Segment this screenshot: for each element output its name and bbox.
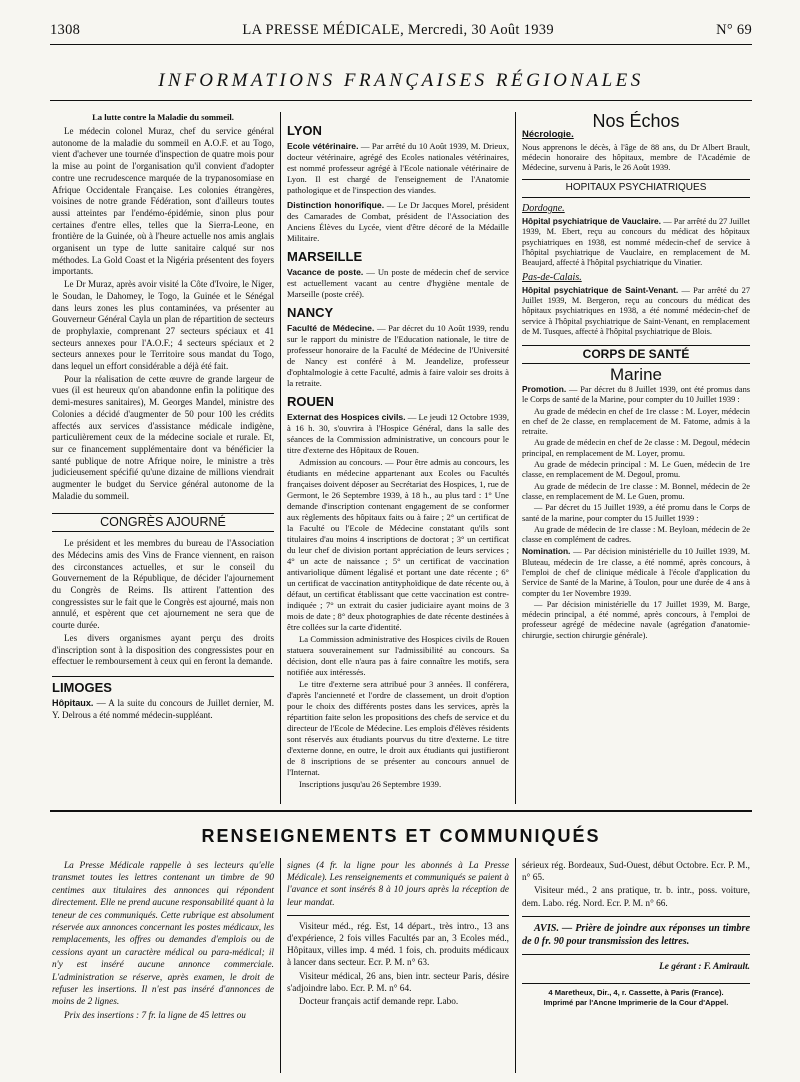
column-divider [515, 858, 516, 1073]
item-text: — Le Dr Jacques Morel, président des Camarades de Combat, président de l'Association des Anciens Élèves du Lycée, vient d'être décoré de la Médaille Militaire. [287, 200, 509, 243]
column-divider [515, 112, 516, 804]
nomination-paragraph: — Par décision ministérielle du 17 Juillet 1939, M. Barge, médecin principal, a été nommé, après concours, à l'emploi de professeur agrégé de médecine navale (agrégation d'anatomie-chirurgie, section chirurgie générale). [522, 599, 750, 640]
item-lead: Ecole vétérinaire. [287, 141, 359, 151]
avis-notice: AVIS. — Prière de joindre aux réponses un timbre de 0 fr. 90 pour transmission des lettres. [522, 922, 750, 947]
rouen-paragraph: Admission au concours. — Pour être admis au concours, les étudiants en médecine appartenant aux Ecoles ou Facultés françaises doivent déposer au Secrétariat des Hospices, 1, rue de Germont, le 26 Septembre 1939, à 18 h., au plus tard : 1° Une demande d'inscription contenant engagement de se conformer aux règlements des hôpitaux faits ou à faire ; 2° un certificat de la Faculté ou l'Ecole de Médecine constatant qu'ils sont titulaires d'au moins 4 inscriptions de doctorat ; 3° un certificat du leur chef de division portant appréciation de leurs services ; 4° un acte de naissance ; 5° un certificat de vaccination antivariolique dûment légalisé et portant une date récente ; 6° un certificat de vaccination antityphoïdique de date récente ou, à défaut, un certificat établissant que cette vaccination est contre-indiquée ; 7° un extrait du casier judiciaire ayant moins de 3 mois de date ; 8° deux photographies de date récente destinées à être collées sur la carte d'identité. [287, 457, 509, 632]
gerant-signature: Le gérant : F. Amirault. [659, 961, 750, 972]
item-lead: Distinction honorifique. [287, 200, 385, 210]
section-title-rule [50, 100, 752, 101]
journal-title: LA PRESSE MÉDICALE, Mercredi, 30 Août 1939 [242, 22, 554, 38]
city-heading-lyon: LYON [287, 123, 322, 138]
article-paragraph: Le médecin colonel Muraz, chef du service général autonome de la maladie du sommeil en A.O.F. et au Togo, vient d'achever une tournée d'inspection de quatre mois pour la mise au point de l'organisation qu'il convient d'adopter contre une recrudescence marquée de la trypanosomiase en Afrique Occidentale Française. Les colonies étrangères, voisines de notre grande Fédération, sont d'ailleurs toutes aussi atteintes par l'endémo-épidémie, sinon plus pour certaines d'entre elles, telles que la Sierra-Leone, en frontière de la Guinée, où à l'heure actuelle nos amis anglais organisent un type de lutte sanitaire calqué sur nos méthodes. La Gold Coast et la Nigéria présentent des foyers importants. [52, 126, 274, 277]
classified-ad: Visiteur méd., rég. Est, 14 départ., très intro., 13 ans d'expérience, 2 fois villes Facultés par an, 3 Ecoles méd., Hôpitaux, villes imp. 4 méd. 1 fois, ch. produits médicaux à lancer dans secteur. Ecr. P. M. n° 63. [287, 921, 509, 969]
rens-column-2 [287, 860, 509, 1009]
marine-heading: Marine [610, 364, 662, 384]
promotion-item: Au grade de médecin de 1re classe : M. Bonnel, médecin de 2e classe, en remplacement de M. Le Guen, promu. [522, 481, 750, 501]
article-headline: La lutte contre la Maladie du sommeil. [92, 112, 234, 122]
article-paragraph: Le Dr Muraz, après avoir visité la Côte d'Ivoire, le Niger, le Soudan, le Dahomey, le Togo, la Guinée et le Sénégal dans leurs zones les plus contaminées, va présenter au Gouverneur Général Cayla un plan de répartition de secteurs de prophylaxie, comprenant 27 secteurs spéciaux et 41 secteurs annexes pour l'A.O.F.; 4 secteurs spéciaux et 2 secteurs annexes pour le Territoire sous mandat du Togo, dans lequel un effort considérable a déjà été fait. [52, 279, 274, 372]
congres-paragraph: Les divers organismes ayant perçu des droits d'inscription sont à la disposition des congressistes pour en effectuer le remboursement à ceux qui en feront la demande. [52, 632, 274, 667]
item-text: — Par arrêté du 27 Juillet 1939, M. Ebert, reçu au concours du médicat des hôpitaux psychiatriques en 1938, est nommé médecin-chef de service à l'hôpital psychiatrique de Vauclaire, en remplacement de M. Beaujard, affecté à l'hôpital psychiatrique du Vinatier. [522, 217, 750, 268]
promotion-item: Au grade de médecin principal : M. Le Guen, médecin de 1re classe, en remplacement de M. Degoul, promu. [522, 460, 750, 480]
rens-prix: Prix des insertions : 7 fr. la ligne de 45 lettres ou [64, 1010, 246, 1021]
item-lead: Promotion. [522, 383, 567, 394]
item-text: — A la suite du concours de Juillet dernier, M. Y. Delrous a été nommé médecin-suppléant. [52, 697, 274, 720]
imprint-line: Imprimé par l'Ancne Imprimerie de la Cour d'Appel. [543, 998, 729, 1008]
congres-paragraph: Le président et les membres du bureau de l'Association des Médecins amis des Vins de France viennent, en raison des circonstances actuelles, et sur le conseil du Gouvernement de la République, de décider l'ajournement du Congrès de Reims. Ils attirent l'attention des congressistes sur le fait que le Congrès est ajourné, mais non annulé, et espèrent que cet ajournement ne sera que de courte durée. [52, 538, 274, 631]
section-separator [50, 810, 752, 812]
region-pas-de-calais: Pas-de-Calais. [522, 271, 582, 283]
column-2 [287, 112, 509, 791]
classified-ad: sérieux rég. Bordeaux, Sud-Ouest, début Octobre. Ecr. P. M., n° 65. [522, 861, 750, 884]
item-lead: Hôpital psychiatrique de Vauclaire. [522, 216, 661, 227]
rens-tarifs: signes (4 fr. la ligne pour les abonnés à La Presse Médicale). Les renseignements et communiqués se paient à l'avance et sont insérés 8 à 10 jours après la réception de leur mandat. [287, 861, 509, 908]
issue-number: N° 69 [716, 22, 752, 38]
rens-column-1 [52, 860, 274, 1023]
item-text: — Un poste de médecin chef de service est actuellement vacant au centre d'hygiène mentale de Marseille (poste créé). [287, 267, 509, 299]
item-text: — Par décret du 8 Juillet 1939, ont été promus dans le Corps de santé de la Marine, pour compter du 10 Juillet 1939 : [522, 384, 751, 405]
promotion-item: Au grade de médecin en chef de 1re classe : M. Loyer, médecin en chef de 2e classe, en remplacement de M. Fatome, admis à la retraite. [522, 406, 750, 437]
item-text: — Par décision ministérielle du 10 Juillet 1939, M. Bluteau, médecin de 1re classe, a été nommé, après concours, à l'emploi de chef de clinique médicale à l'école d'application du Service de Santé de la Marine, à Toulon, pour une durée de 4 ans à compter du 1er Novembre 1939. [522, 547, 751, 598]
corps-de-sante-heading: CORPS DE SANTÉ [522, 345, 750, 363]
page-header [50, 22, 752, 40]
item-lead: Nomination. [522, 546, 571, 557]
classified-ad: Docteur français actif demande repr. Labo. [299, 997, 459, 1008]
rens-intro: La Presse Médicale rappelle à ses lecteurs qu'elle transmet toutes les lettres contenant un timbre de 90 centimes aux titulaires des annonces qui répondent directement. Elle ne prend aucune responsabilité quant à la teneur de ces communiqués. Cette rubrique est absolument réservée aux annonces concernant les postes médicaux, les remplacements, les offres ou demandes d'emplois ou de cessions ayant un caractère médical ou para-médical; il n'y est inséré aucune annonce commerciale. L'administration se réserve, après examen, le droit de refuser les insertions. Il n'est pas inséré d'annonces de moins de 2 lignes. [52, 861, 274, 1008]
header-rule [50, 44, 752, 45]
promotion-item: Au grade de médecin de 1re classe : M. Beyloan, médecin de 2e classe en complément de cadres. [522, 524, 750, 545]
item-text: — Par arrêté du 10 Août 1939, M. Drieux, docteur vétérinaire, agrégé des Ecoles nationales vétérinaires, est nommé professeur agrégé à l'Ecole nationale vétérinaire de Lyon. Il est chargé de l'enseignement de l'Anatomie pathologique et de l'inspection des viandes. [287, 141, 509, 195]
column-3 [522, 112, 750, 642]
item-lead: Hôpitaux. [52, 697, 94, 708]
necrologie-text: Nous apprenons le décès, à l'âge de 88 ans, du Dr Albert Brault, médecin honoraire des hôpitaux, membre de l'Académie de Médecine, survenu à Paris, le 26 Août 1939. [522, 142, 750, 173]
promotion-item: Au grade de médecin en chef de 2e classe : M. Degoul, médecin principal, en remplacement de M. Loyer, promu. [522, 438, 750, 458]
hopitaux-heading: HOPITAUX PSYCHIATRIQUES [522, 179, 750, 197]
avis-rule [522, 916, 750, 917]
section-title: INFORMATIONS FRANÇAISES RÉGIONALES [158, 70, 644, 91]
rouen-paragraph: Le titre d'externe sera attribué pour 3 années. Il conférera, d'après l'ancienneté et l'ordre de classement, un droit d'option pour le choix des différents postes dans les services, après la répartition faite selon les propositions des chefs de service et du directeur de l'Ecole de Médecine. Les emplois d'élèves résidents sont réservés aux étudiants pourvus du titre d'externe. Le titre d'externe donne, en outre, le droit aux étudiants qui justifieront de 8 inscriptions de se présenter au concours annuel de l'Internat. [287, 679, 509, 777]
echos-heading: Nos Échos [592, 111, 680, 131]
promotion-item: — Par décret du 15 Juillet 1939, a été promu dans le Corps de santé de la marine, pour compter du 15 Juillet 1939 : [522, 503, 750, 523]
page-number: 1308 [50, 22, 81, 38]
renseignements-heading: RENSEIGNEMENTS ET COMMUNIQUÉS [201, 826, 601, 846]
rouen-paragraph: Inscriptions jusqu'au 26 Septembre 1939. [299, 779, 442, 789]
gerant-rule [522, 954, 750, 955]
congres-heading: CONGRÈS AJOURNÉ [52, 513, 274, 533]
city-heading-rouen: ROUEN [287, 394, 334, 409]
imprint-line: 4 Maretheux, Dir., 4, r. Cassette, à Paris (France). [548, 988, 724, 998]
city-heading-limoges: LIMOGES [52, 676, 274, 695]
item-text: — Par décret du 10 Août 1939, rendu sur le rapport du ministre de l'Education nationale, le titre de professeur honoraire de la Faculté de Médecine de l'Université de Nancy est conféré à M. Jeandelize, professeur d'ophtalmologie à cette Faculté, admis à faire valoir ses droits à la retraite. [287, 323, 509, 388]
item-lead: Hôpital psychiatrique de Saint-Venant. [522, 284, 679, 295]
item-lead: Vacance de poste. [287, 267, 364, 277]
imprint-rule [522, 983, 750, 984]
classified-ad: Visiteur méd., 2 ans pratique, tr. b. intr., poss. voiture, dem. Labo. rég. Nord. Ecr. P. M. n° 66. [522, 886, 750, 909]
city-heading-nancy: NANCY [287, 305, 334, 320]
city-heading-marseille: MARSEILLE [287, 249, 363, 264]
classified-ad: Visiteur médical, 26 ans, bien intr. secteur Paris, désire s'adjoindre labo. Ecr. P. M. n° 64. [287, 971, 509, 994]
column-divider [280, 112, 281, 804]
necrologie-heading: Nécrologie. [522, 129, 574, 141]
rens-column-3 [522, 860, 750, 1008]
column-divider [280, 858, 281, 1073]
item-text: — Par arrêté du 27 Juillet 1939, M. Bergeron, reçu au concours du médicat des hôpitaux psychiatriques en 1938, a été nommé médecin-chef de service à l'hôpital psychiatrique de Saint-Venant, en remplacement de M. Tusques, affecté à l'hôpital psychiatrique de Blois. [522, 285, 751, 337]
ad-rule [287, 915, 509, 916]
rouen-paragraph: La Commission administrative des Hospices civils de Rouen statuera souverainement sur l'admissibilité au concours. Sa décision, dont elle n'aura pas à faire connaître les motifs, sera notifiée aux intéressés. [287, 634, 509, 677]
item-text: — Le jeudi 12 Octobre 1939, à 16 h. 30, s'ouvrira à l'Hospice Général, dans la salle des séances de la Commission administrative, un concours pour le titre d'externe des Hôpitaux de Rouen. [287, 412, 509, 455]
column-1 [52, 112, 274, 722]
article-paragraph: Pour la réalisation de cette œuvre de grande largeur de vues (il est heureux qu'on abandonne enfin la politique des demi-mesures sanitaires), M. Georges Mandel, ministre des Colonies a décidé d'augmenter de 50 pour 100 les crédits affectés aux services d'assistance médicale indigène, particulièrement ceux de la médecine sociale et rurale. Et, sur ce financement supplémentaire dont va bénéficier la santé publique de notre Afrique noire, le ministre a très judicieusement spécifié qu'une dizaine de millions viendrait augmenter le budget du Service général autonome de la Maladie du sommeil. [52, 373, 274, 501]
item-lead: Externat des Hospices civils. [287, 412, 406, 422]
item-lead: Faculté de Médecine. [287, 323, 375, 333]
region-dordogne: Dordogne. [522, 202, 565, 214]
